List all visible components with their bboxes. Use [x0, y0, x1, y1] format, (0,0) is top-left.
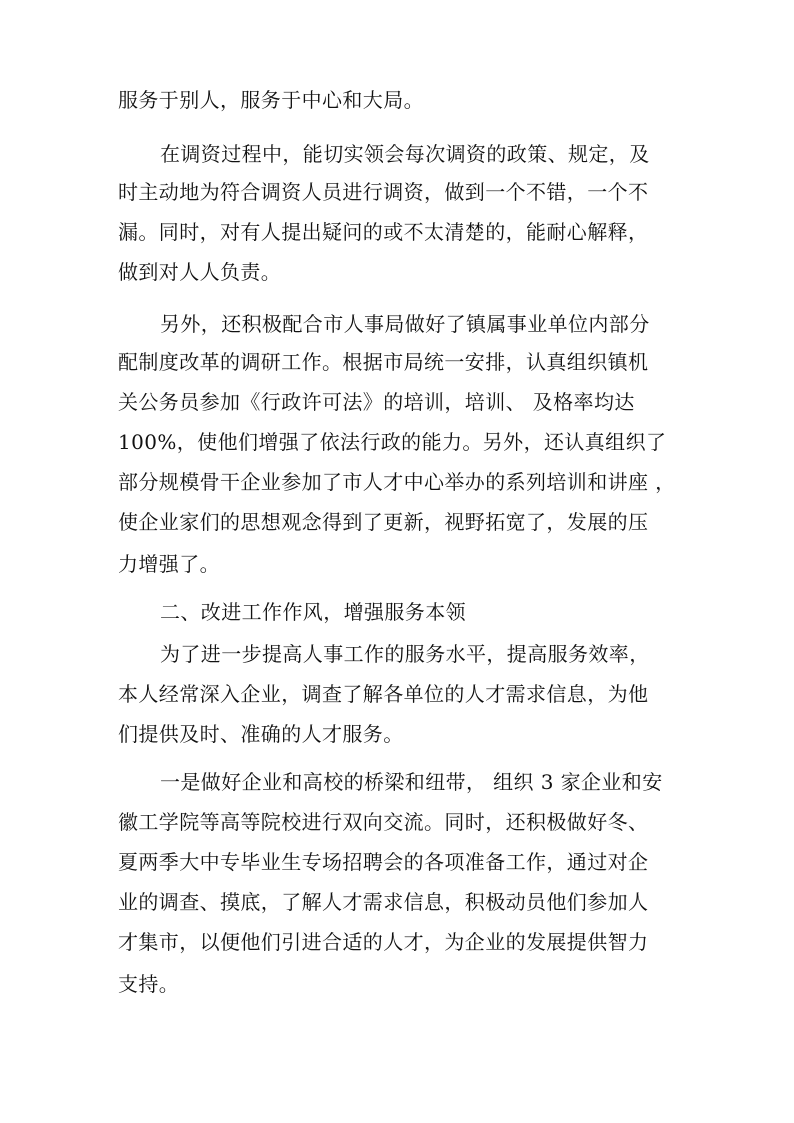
text-line: 业的调查、摸底，了解人才需求信息，积极动员他们参加人	[118, 890, 649, 914]
section-heading: 二、改进工作作风，增强服务本领	[160, 600, 466, 624]
text-line: 才集市，以便他们引进合适的人才，为企业的发展提供智力	[118, 930, 649, 954]
text-line: 们提供及时、准确的人才服务。	[118, 722, 404, 746]
text-line: 使企业家们的思想观念得到了更新，视野拓宽了，发展的压	[118, 510, 649, 534]
text-line: 配制度改革的调研工作。根据市局统一安排，认真组织镇机	[118, 350, 649, 374]
text-line: 力增强了。	[118, 552, 220, 576]
paragraph-first-line: 在调资过程中，能切实领会每次调资的政策、规定，及	[160, 142, 650, 166]
text-line: 部分规模骨干企业参加了市人才中心举办的系列培训和讲座 ，	[118, 470, 676, 494]
paragraph-first-line: 一是做好企业和高校的桥梁和纽带， 组织 3 家企业和安	[160, 770, 663, 794]
text-line: 时主动地为符合调资人员进行调资，做到一个不错，一个不	[118, 180, 649, 204]
text-line: 漏。同时，对有人提出疑问的或不太清楚的，能耐心解释，	[118, 220, 649, 244]
text-line: 做到对人人负责。	[118, 260, 282, 284]
text-line: 100%，使他们增强了依法行政的能力。另外，还认真组织了	[118, 430, 667, 454]
paragraph-first-line: 另外，还积极配合市人事局做好了镇属事业单位内部分	[160, 312, 650, 336]
text-line: 夏两季大中专毕业生专场招聘会的各项准备工作，通过对企	[118, 850, 649, 874]
text-line: 支持。	[118, 972, 180, 996]
text-line: 徽工学院等高等院校进行双向交流。同时，还积极做好冬、	[118, 810, 649, 834]
text-line: 关公务员参加《行政许可法》的培训，培训、 及格率均达	[118, 390, 635, 414]
text-line: 服务于别人，服务于中心和大局。	[118, 88, 424, 112]
paragraph-first-line: 为了进一步提高人事工作的服务水平，提高服务效率，	[160, 642, 650, 666]
text-line: 本人经常深入企业，调查了解各单位的人才需求信息，为他	[118, 682, 649, 706]
